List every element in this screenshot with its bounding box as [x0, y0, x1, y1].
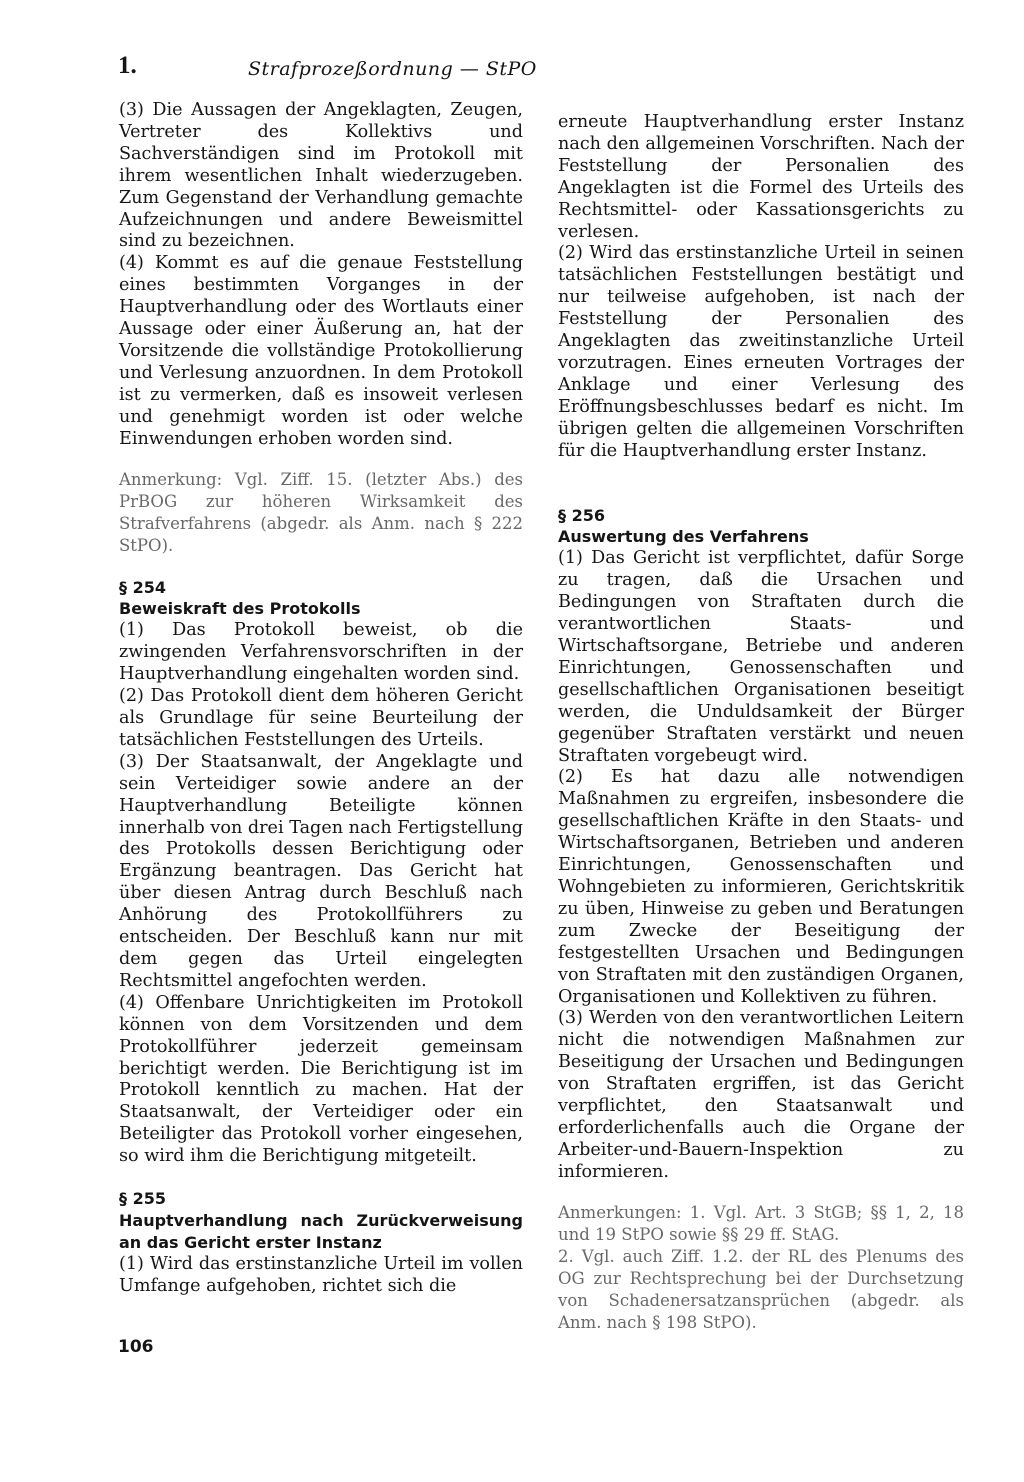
paragraph-3: (3) Die Aussagen der Angeklagten, Zeugen, Vertreter des Kollektivs und Sachverständigen sind im Protokoll mit ihrem wesentlichen Inhalt wiederzugeben. Zum Gegenstand der Verhandlung gemachte Aufzeichnungen und andere Beweismittel sind zu bezeichnen. — [119, 100, 523, 252]
section-254-number: § 254 — [119, 577, 166, 597]
section-255-para-1-continued: erneute Hauptverhandlung erster Instanz nach den allgemeinen Vorschriften. Nach der Feststellung der Personalien des Angeklagten ist die Formel des Urteils des Rechtsmittel- oder Kassationsgerichts zu verlesen. — [558, 112, 964, 242]
paragraph-4: (4) Kommt es auf die genaue Feststellung eines bestimmten Vorganges in der Hauptverhandlung oder des Wortlauts einer Aussage oder einer Äußerung an, hat der Vorsitzende die vollständige Protokollierung und Verlesung anzuordnen. In dem Protokoll ist zu vermerken, daß es insoweit verlesen und genehmigt worden ist oder welche Einwendungen erhoben worden sind. — [119, 253, 523, 449]
section-256-number: § 256 — [558, 505, 605, 525]
section-254-title: Beweiskraft des Protokolls — [119, 599, 361, 619]
section-256-title: Auswertung des Verfahrens — [558, 527, 809, 547]
annotation-notes-2: 2. Vgl. auch Ziff. 1.2. der RL des Plenums des OG zur Rechtsprechung bei der Durchsetzung von Schadenersatzansprüchen (abgedr. als Anm. nach § 198 StPO). — [558, 1246, 964, 1332]
annotation-notes-1: Anmerkungen: 1. Vgl. Art. 3 StGB; §§ 1, 2, 18 und 19 StPO sowie §§ 29 ff. StAG. — [558, 1202, 964, 1244]
left-column — [119, 100, 523, 1298]
right-column — [558, 112, 964, 1334]
chapter-number: 1. — [118, 52, 137, 79]
section-255-para-1-start: (1) Wird das erstinstanzliche Urteil im vollen Umfange aufgehoben, richtet sich die — [119, 1253, 523, 1296]
section-256-para-1: (1) Das Gericht ist verpflichtet, dafür Sorge zu tragen, daß die Ursachen und Bedingungen von Straftaten durch die verantwortlichen Staats- und Wirtschaftsorgane, Betriebe und anderen Einrichtungen, Genossenschaften und gesellschaftlichen Organisationen beseitigt werden, die Unduldsamkeit der Bürger gegenüber Straftaten verstärkt und neuen Straftaten vorgebeugt wird. — [558, 548, 964, 766]
section-254-para-2: (2) Das Protokoll dient dem höheren Gericht als Grundlage für seine Beurteilung der tatsächlichen Feststellungen des Urteils. — [119, 686, 523, 750]
annotation-note: Anmerkung: Vgl. Ziff. 15. (letzter Abs.) des PrBOG zur höheren Wirksamkeit des Strafverfahrens (abgedr. als Anm. nach § 222 StPO). — [119, 469, 523, 555]
section-256-para-3: (3) Werden von den verantwortlichen Leitern nicht die notwendigen Maßnahmen zur Beseitigung der Ursachen und Bedingungen von Straftaten ergriffen, ist das Gericht verpflichtet, den Staatsanwalt und erforderlichenfalls auch die Organe der Arbeiter-und-Bauern-Inspektion zu informieren. — [558, 1008, 964, 1182]
section-255-para-2: (2) Wird das erstinstanzliche Urteil in seinen tatsächlichen Feststellungen bestätigt und nur teilweise aufgehoben, ist nach der Feststellung der Personalien des Angeklagten das zweitinstanzliche Urteil vorzutragen. Eines erneuten Vortrages der Anklage und einer Verlesung des Eröffnungsbeschlusses bedarf es nicht. Im übrigen gelten die allgemeinen Vorschriften für die Hauptverhandlung erster Instanz. — [558, 243, 964, 461]
section-254-para-1: (1) Das Protokoll beweist, ob die zwingenden Verfahrensvorschriften in der Hauptverhandlung eingehalten worden sind. — [119, 620, 523, 685]
section-255-number: § 255 — [119, 1189, 166, 1209]
section-254-para-3: (3) Der Staatsanwalt, der Angeklagte und sein Verteidiger sowie andere an der Hauptverhandlung Beteiligte können innerhalb von drei Tagen nach Fertigstellung des Protokolls dessen Berichtigung oder Ergänzung beantragen. Das Gericht hat über diesen Antrag durch Beschluß nach Anhörung des Protokollführers zu entscheiden. Der Beschluß kann nur mit dem gegen das Urteil eingelegten Rechtsmittel angefochten werden. — [119, 751, 523, 991]
page-number: 106 — [118, 1337, 154, 1357]
section-254-para-4: (4) Offenbare Unrichtigkeiten im Protokoll können von dem Vorsitzenden und dem Protokollführer jederzeit gemeinsam berichtigt werden. Die Berichtigung ist im Protokoll kenntlich zu machen. Hat der Staatsanwalt, der Verteidiger oder ein Beteiligter das Protokoll vorher eingesehen, so wird ihm die Berichtigung mitgeteilt. — [119, 992, 523, 1167]
section-255-title: Hauptverhandlung nach Zurückverweisung an das Gericht erster Instanz — [119, 1210, 523, 1252]
running-header-title: Strafprozeßordnung — StPO — [248, 58, 537, 80]
section-256-para-2: (2) Es hat dazu alle notwendigen Maßnahmen zu ergreifen, insbesondere die gesellschaftlichen Kräfte in den Staats- und Wirtschaftsorganen, Betrieben und anderen Einrichtungen, Genossenschaften und Wohngebieten zu informieren, Gerichtskritik zu üben, Hinweise zu geben und Beratungen zum Zwecke der Beseitigung der festgestellten Ursachen und Bedingungen von Straftaten mit den zuständigen Organen, Organisationen und Kollektiven zu führen. — [558, 767, 964, 1007]
